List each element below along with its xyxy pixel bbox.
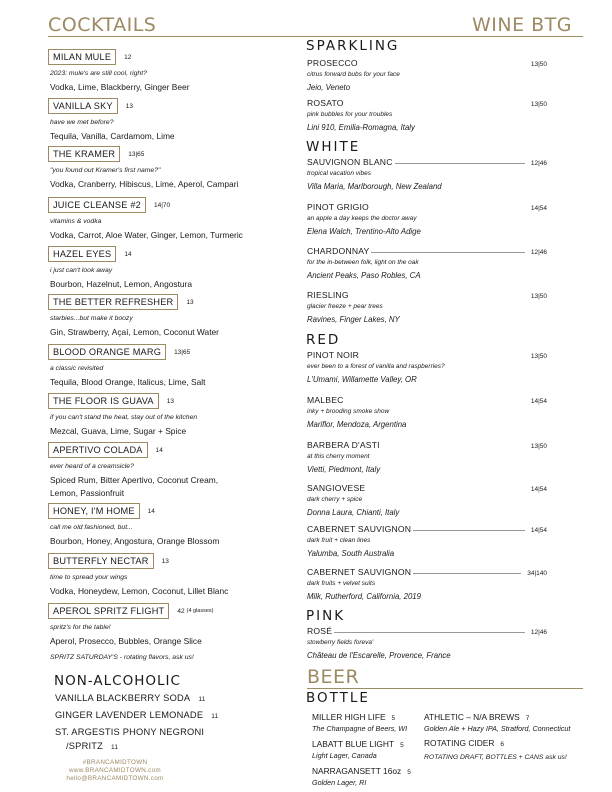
footer-hashtag: #BRANCAMIDTOWN bbox=[82, 759, 148, 766]
beer-name-row bbox=[424, 738, 504, 748]
non-alcoholic-price: 11 bbox=[198, 696, 206, 703]
wine-item bbox=[307, 290, 547, 324]
spritz-note: SPRITZ SATURDAY'S - rotating flavors, ask us! bbox=[50, 654, 194, 661]
wine-origin: Donna Laura, Chianti, Italy bbox=[307, 508, 400, 517]
bottle-heading: BOTTLE bbox=[306, 690, 370, 706]
cocktail-name-row bbox=[48, 294, 288, 310]
beer-divider bbox=[307, 688, 583, 689]
wine-description: at this cherry moment bbox=[307, 453, 370, 460]
cocktail-ingredients-cont: Lemon, Passionfruit bbox=[50, 488, 125, 498]
beer-item bbox=[424, 712, 570, 733]
non-alcoholic-name: GINGER LAVENDER LEMONADE bbox=[55, 710, 204, 720]
wine-description: inky + brooding smoke show bbox=[307, 408, 390, 415]
cocktail-item bbox=[48, 246, 288, 291]
cocktail-ingredients: Tequila, Vanilla, Cardamom, Lime bbox=[50, 131, 175, 141]
cocktail-description: ever heard of a creamsicle? bbox=[50, 463, 134, 470]
cocktail-name: VANILLA SKY bbox=[48, 98, 118, 114]
wine-description: stowberry fields foreva' bbox=[307, 639, 374, 646]
wine-row bbox=[307, 395, 547, 405]
beer-style: The Champagne of Beers, WI bbox=[312, 724, 408, 733]
wine-heading: WINE BTG bbox=[472, 14, 573, 36]
wine-price: 34|140 bbox=[527, 570, 547, 577]
wine-row bbox=[307, 246, 547, 256]
non-alcoholic-item bbox=[55, 727, 204, 737]
cocktail-ingredients: Vodka, Honeydew, Lemon, Coconut, Lillet Blanc bbox=[50, 586, 229, 596]
wine-price: 12|46 bbox=[530, 629, 547, 636]
non-alcoholic-heading: NON-ALCOHOLIC bbox=[54, 673, 181, 689]
cocktail-price: 14 bbox=[147, 507, 155, 515]
wine-row bbox=[307, 98, 547, 108]
beer-heading: BEER bbox=[307, 666, 360, 688]
beer-item bbox=[312, 739, 404, 760]
cocktail-name-row bbox=[48, 344, 288, 360]
cocktail-price: 13 bbox=[166, 397, 174, 405]
non-alcoholic-name: ST. ARGESTIS PHONY NEGRONI bbox=[55, 727, 205, 737]
cocktail-name-row bbox=[48, 49, 288, 65]
wine-name: PROSECCO bbox=[307, 58, 358, 68]
wine-price: 13|50 bbox=[530, 353, 547, 360]
cocktail-item bbox=[48, 98, 288, 143]
wine-origin: Jeio, Veneto bbox=[307, 83, 351, 92]
wine-description: dark fruits + velvet suits bbox=[307, 580, 376, 587]
cocktail-name: APERTIVO COLADA bbox=[48, 442, 148, 458]
wine-description: dark cherry + spice bbox=[307, 496, 363, 503]
wine-origin: Mariflor, Mendoza, Argentina bbox=[307, 420, 407, 429]
wine-leader bbox=[371, 252, 524, 253]
cocktail-ingredients: Tequila, Blood Orange, Italicus, Lime, Salt bbox=[50, 377, 206, 387]
wine-price: 13|50 bbox=[530, 443, 547, 450]
cocktail-name-row bbox=[48, 553, 288, 569]
wine-price: 13|50 bbox=[530, 101, 547, 108]
cocktail-item bbox=[48, 603, 288, 648]
wine-price: 12|46 bbox=[530, 160, 547, 167]
top-divider bbox=[48, 36, 583, 37]
wine-price: 13|50 bbox=[530, 61, 547, 68]
cocktail-price: 12 bbox=[124, 53, 132, 61]
wine-origin: Milk, Rutherford, California, 2019 bbox=[307, 592, 421, 601]
wine-description: for the in-between folk, light on the oak bbox=[307, 259, 419, 266]
beer-price: 5 bbox=[400, 742, 404, 749]
wine-price: 14|54 bbox=[530, 398, 547, 405]
beer-item bbox=[312, 766, 411, 787]
wine-row bbox=[307, 202, 547, 212]
wine-name: CHARDONNAY bbox=[307, 246, 370, 256]
cocktail-name: BUTTERFLY NECTAR bbox=[48, 553, 154, 569]
wine-item bbox=[307, 483, 547, 517]
cocktail-price: 13 bbox=[186, 298, 194, 306]
cocktail-name: MILAN MULE bbox=[48, 49, 116, 65]
beer-name: ATHLETIC – N/A BREWS bbox=[424, 712, 520, 722]
beer-style: Golden Ale + Hazy IPA, Stratford, Connecticut bbox=[424, 724, 571, 733]
non-alcoholic-name: /SPRITZ bbox=[66, 741, 104, 751]
wine-item bbox=[307, 246, 547, 280]
cocktail-name-row bbox=[48, 603, 288, 619]
wine-price: 14|54 bbox=[530, 527, 547, 534]
non-alcoholic-item bbox=[66, 741, 118, 751]
cocktail-price: 42 bbox=[177, 607, 185, 615]
cocktail-description: a classic revisited bbox=[50, 365, 104, 372]
wine-row bbox=[307, 350, 547, 360]
wine-item bbox=[307, 202, 547, 236]
wine-name: ROSATO bbox=[307, 98, 344, 108]
beer-name: NARRAGANSETT 16oz bbox=[312, 766, 402, 776]
beer-name-row bbox=[424, 712, 570, 722]
cocktail-name-row bbox=[48, 98, 288, 114]
cocktail-price: 13 bbox=[161, 557, 169, 565]
cocktail-name-row bbox=[48, 503, 288, 519]
cocktail-item bbox=[48, 344, 288, 389]
wine-item bbox=[307, 395, 547, 429]
cocktail-description: starbies...but make it boozy bbox=[50, 315, 133, 322]
cocktails-heading: COCKTAILS bbox=[48, 14, 157, 36]
wine-row bbox=[307, 524, 547, 534]
cocktail-item bbox=[48, 49, 288, 94]
cocktail-price-note: (4 glasses) bbox=[186, 608, 214, 614]
wine-leader bbox=[334, 632, 525, 633]
wine-leader bbox=[413, 573, 521, 574]
wine-description: pink bubbles for your troubles bbox=[307, 111, 393, 118]
cocktail-name: JUICE CLEANSE #2 bbox=[48, 197, 146, 213]
cocktail-ingredients: Aperol, Prosecco, Bubbles, Orange Slice bbox=[50, 636, 202, 646]
non-alcoholic-price: 11 bbox=[111, 744, 119, 751]
cocktail-item bbox=[48, 503, 288, 548]
wine-origin: Ancient Peaks, Paso Robles, CA bbox=[307, 271, 421, 280]
wine-description: ever been to a forest of vanilla and raspberries? bbox=[307, 363, 445, 370]
wine-item bbox=[307, 524, 547, 558]
cocktail-ingredients: Vodka, Lime, Blackberry, Ginger Beer bbox=[50, 82, 190, 92]
cocktail-description: spritz's for the table! bbox=[50, 624, 111, 631]
wine-name: PINOT GRIGIO bbox=[307, 202, 369, 212]
wine-item bbox=[307, 58, 547, 92]
wine-description: citrus forward bubs for your face bbox=[307, 71, 400, 78]
wine-description: an apple a day keeps the doctor away bbox=[307, 215, 417, 222]
cocktail-description: 2023: mule's are still cool, right? bbox=[50, 70, 147, 77]
footer-website[interactable]: www.BRANCAMIDTOWN.com bbox=[69, 767, 161, 774]
wine-row bbox=[307, 483, 547, 493]
wine-origin: Château de l'Escarelle, Provence, France bbox=[307, 651, 451, 660]
cocktail-description: vitamins & vodka bbox=[50, 218, 102, 225]
cocktail-name: HONEY, I'M HOME bbox=[48, 503, 140, 519]
cocktail-name-row bbox=[48, 246, 288, 262]
wine-row bbox=[307, 440, 547, 450]
wine-item bbox=[307, 440, 547, 474]
cocktail-name: APEROL SPRITZ FLIGHT bbox=[48, 603, 169, 619]
wine-price: 12|46 bbox=[530, 249, 547, 256]
cocktail-ingredients: Vodka, Cranberry, Hibiscus, Lime, Aperol, Campari bbox=[50, 179, 239, 189]
beer-item bbox=[424, 738, 504, 748]
wine-name: CABERNET SAUVIGNON bbox=[307, 524, 412, 534]
wine-leader bbox=[413, 530, 525, 531]
cocktail-item bbox=[48, 197, 288, 242]
wine-origin: Vietti, Piedmont, Italy bbox=[307, 465, 381, 474]
beer-name-row bbox=[312, 766, 411, 776]
wine-origin: Lini 910, Emilia-Romagna, Italy bbox=[307, 123, 415, 132]
cocktail-ingredients: Spiced Rum, Bitter Apertivo, Coconut Cream, bbox=[50, 475, 219, 485]
wine-row bbox=[307, 290, 547, 300]
cocktail-price: 13 bbox=[125, 102, 133, 110]
wine-price: 14|54 bbox=[530, 205, 547, 212]
wine-item bbox=[307, 157, 547, 191]
wine-row bbox=[307, 58, 547, 68]
beer-note: ROTATING DRAFT, BOTTLES + CANS ask us! bbox=[424, 754, 567, 761]
cocktail-ingredients: Gin, Strawberry, Açaí, Lemon, Coconut Water bbox=[50, 327, 219, 337]
cocktail-name: BLOOD ORANGE MARG bbox=[48, 344, 166, 360]
wine-name: PINOT NOIR bbox=[307, 350, 359, 360]
wine-description: glacier freeze + pear trees bbox=[307, 303, 383, 310]
beer-name-row bbox=[312, 739, 404, 749]
beer-price: 5 bbox=[407, 769, 411, 776]
cocktail-ingredients: Mezcal, Guava, Lime, Sugar + Spice bbox=[50, 426, 187, 436]
non-alcoholic-name: VANILLA BLACKBERRY SODA bbox=[55, 693, 191, 703]
wine-origin: L'Umami, Willamette Valley, OR bbox=[307, 375, 417, 384]
cocktail-item bbox=[48, 553, 288, 598]
cocktail-ingredients: Bourbon, Hazelnut, Lemon, Angostura bbox=[50, 279, 193, 289]
wine-section-pink: PINK bbox=[306, 608, 346, 624]
cocktail-description: have we met before? bbox=[50, 119, 114, 126]
cocktail-price: 14 bbox=[155, 446, 163, 454]
wine-section-red: RED bbox=[306, 332, 341, 348]
cocktail-ingredients: Vodka, Carrot, Aloe Water, Ginger, Lemon, Turmeric bbox=[50, 230, 243, 240]
wine-price: 14|54 bbox=[530, 486, 547, 493]
wine-origin: Villa Maria, Marlborough, New Zealand bbox=[307, 182, 442, 191]
beer-item bbox=[312, 712, 407, 733]
non-alcoholic-price: 11 bbox=[211, 713, 219, 720]
beer-name: ROTATING CIDER bbox=[424, 738, 495, 748]
wine-item bbox=[307, 98, 547, 132]
wine-price: 13|50 bbox=[530, 293, 547, 300]
cocktail-price: 14 bbox=[124, 250, 132, 258]
wine-name: SAUVIGNON BLANC bbox=[307, 157, 393, 167]
cocktail-price: 14|70 bbox=[153, 201, 171, 209]
cocktail-item bbox=[48, 146, 288, 191]
cocktail-price: 13|65 bbox=[128, 150, 145, 158]
wine-description: tropical vacation vibes bbox=[307, 170, 371, 177]
beer-price: 6 bbox=[500, 741, 505, 748]
wine-description: dark fruit + clean lines bbox=[307, 537, 371, 544]
beer-name-row bbox=[312, 712, 407, 722]
wine-name: RIESLING bbox=[307, 290, 349, 300]
wine-item bbox=[307, 350, 547, 384]
wine-origin: Elena Walch, Trentino-Alto Adige bbox=[307, 227, 421, 236]
cocktail-description: i just can't look away bbox=[50, 267, 113, 274]
beer-name: LABATT BLUE LIGHT bbox=[312, 739, 395, 749]
wine-origin: Yalumba, South Australia bbox=[307, 549, 395, 558]
cocktail-item bbox=[48, 393, 288, 438]
non-alcoholic-item bbox=[55, 710, 218, 720]
cocktail-name-row bbox=[48, 442, 288, 458]
beer-name: MILLER HIGH LIFE bbox=[312, 712, 386, 722]
cocktail-name-row bbox=[48, 197, 288, 213]
cocktail-name-row bbox=[48, 393, 288, 409]
wine-origin: Ravines, Finger Lakes, NY bbox=[307, 315, 400, 324]
wine-name: MALBEC bbox=[307, 395, 344, 405]
beer-price: 5 bbox=[391, 715, 396, 722]
cocktail-description: if you can't stand the heat, stay out of the kitchen bbox=[50, 414, 198, 421]
wine-name: SANGIOVESE bbox=[307, 483, 366, 493]
cocktail-description: time to spread your wings bbox=[50, 574, 128, 581]
cocktail-description: call me old fashioned, but... bbox=[50, 524, 133, 531]
wine-name: CABERNET SAUVIGNON bbox=[307, 567, 412, 577]
cocktail-name: THE KRAMER bbox=[48, 146, 120, 162]
wine-row bbox=[307, 567, 547, 577]
cocktail-item bbox=[48, 294, 288, 339]
wine-item bbox=[307, 626, 547, 660]
beer-style: Golden Lager, RI bbox=[312, 778, 367, 787]
wine-row bbox=[307, 157, 547, 167]
cocktail-name: HAZEL EYES bbox=[48, 246, 116, 262]
cocktail-name: THE FLOOR IS GUAVA bbox=[48, 393, 159, 409]
beer-style: Light Lager, Canada bbox=[312, 751, 377, 760]
wine-name: BARBERA D'ASTI bbox=[307, 440, 380, 450]
cocktail-price: 13|65 bbox=[174, 348, 191, 356]
cocktail-ingredients: Bourbon, Honey, Angostura, Orange Blossom bbox=[50, 536, 220, 546]
cocktail-name-row bbox=[48, 146, 288, 162]
cocktail-name: THE BETTER REFRESHER bbox=[48, 294, 178, 310]
wine-leader bbox=[395, 163, 525, 164]
wine-section-sparkling: SPARKLING bbox=[306, 38, 400, 54]
wine-section-white: WHITE bbox=[306, 139, 361, 155]
cocktail-item bbox=[48, 442, 288, 500]
wine-item bbox=[307, 567, 547, 601]
wine-row bbox=[307, 626, 547, 636]
wine-name: ROSÉ bbox=[307, 626, 333, 636]
cocktail-description: "you found out Kramer's first name?" bbox=[50, 167, 161, 174]
beer-price: 7 bbox=[525, 715, 530, 722]
non-alcoholic-item bbox=[55, 693, 206, 703]
footer-email[interactable]: hello@BRANCAMIDTOWN.com bbox=[66, 775, 164, 782]
